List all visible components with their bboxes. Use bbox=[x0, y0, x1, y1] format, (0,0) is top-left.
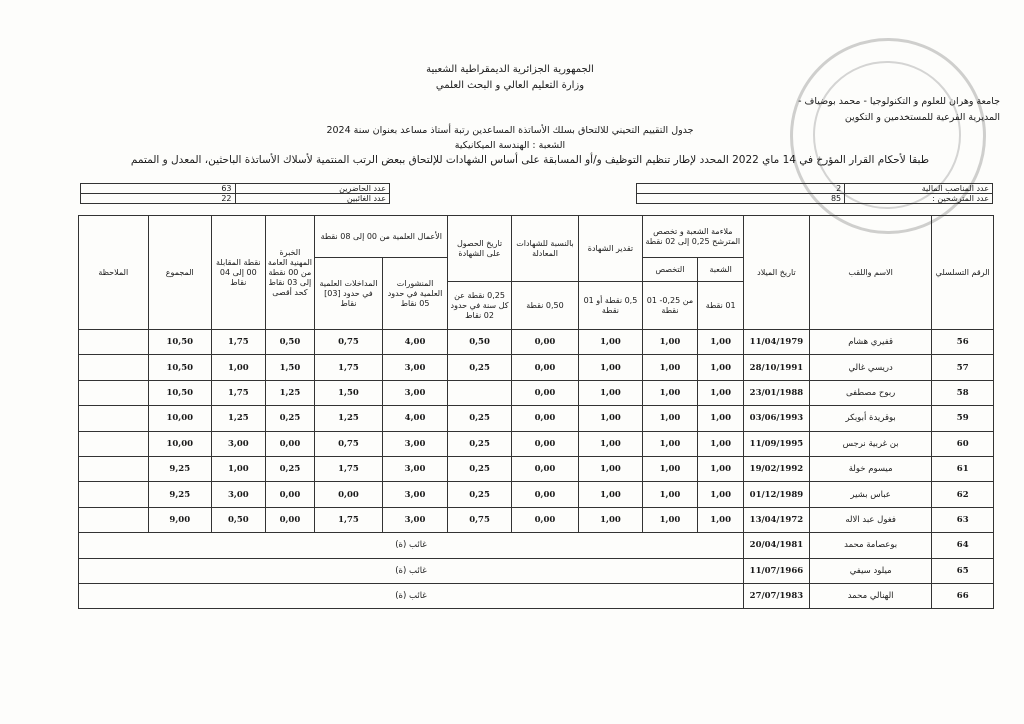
col-fit-spec: التخصص bbox=[642, 258, 698, 282]
equiv-score-cell: 0,00 bbox=[511, 507, 578, 532]
spec-score-cell: 1,00 bbox=[642, 330, 698, 355]
publications-score-cell: 3,00 bbox=[382, 482, 448, 507]
serial-cell: 64 bbox=[932, 533, 994, 558]
name-cell: بوقريدة أبوبكر bbox=[809, 406, 932, 431]
evaluation-table bbox=[78, 215, 994, 609]
spec-score-cell: 1,00 bbox=[642, 380, 698, 405]
birth-cell: 11/04/1979 bbox=[743, 330, 809, 355]
absent-status-cell: غائب (ة) bbox=[79, 533, 744, 558]
branch-score-cell: 1,00 bbox=[698, 355, 744, 380]
birth-cell: 03/06/1993 bbox=[743, 406, 809, 431]
experience-score-cell: 0,00 bbox=[265, 482, 315, 507]
absent-row bbox=[79, 583, 994, 608]
name-cell: الهنالي محمد bbox=[809, 583, 932, 608]
serial-cell: 60 bbox=[932, 431, 994, 456]
name-cell: ميسوم خولة bbox=[809, 456, 932, 481]
notes-cell bbox=[79, 456, 149, 481]
absent-count-row bbox=[81, 194, 390, 204]
branch-score-cell: 1,00 bbox=[698, 431, 744, 456]
serial-cell: 56 bbox=[932, 330, 994, 355]
communications-score-cell: 1,75 bbox=[315, 456, 383, 481]
date-score-cell: 0,25 bbox=[448, 406, 511, 431]
col-fit-branch: الشعبة bbox=[698, 258, 744, 282]
absent-label: عدد الغائبين bbox=[235, 194, 390, 204]
interview-score-cell: 1,00 bbox=[212, 456, 266, 481]
name-cell: فغول عبد الاله bbox=[809, 507, 932, 532]
col-grade: تقدير الشهادة bbox=[579, 216, 642, 282]
name-cell: قفيري هشام bbox=[809, 330, 932, 355]
col-date-obtained: تاريخ الحصول على الشهادة bbox=[448, 216, 511, 282]
birth-cell: 28/10/1991 bbox=[743, 355, 809, 380]
total-score-cell: 9,25 bbox=[148, 456, 211, 481]
date-score-cell: 0,50 bbox=[448, 330, 511, 355]
col-name: الاسم واللقب bbox=[809, 216, 932, 330]
table-row bbox=[79, 330, 994, 355]
table-row bbox=[79, 456, 994, 481]
name-cell: ميلود سيفي bbox=[809, 558, 932, 583]
positions-value: 2 bbox=[637, 184, 845, 194]
table-row bbox=[79, 482, 994, 507]
absent-row bbox=[79, 558, 994, 583]
attendance-summary bbox=[80, 183, 390, 204]
col-birth: تاريخ الميلاد bbox=[743, 216, 809, 330]
positions-label: عدد المناصب المالية bbox=[845, 184, 993, 194]
total-score-cell: 10,00 bbox=[148, 431, 211, 456]
grade-score-cell: 1,00 bbox=[579, 431, 642, 456]
table-row bbox=[79, 507, 994, 532]
equiv-score-cell: 0,00 bbox=[511, 482, 578, 507]
spec-score-cell: 1,00 bbox=[642, 482, 698, 507]
interview-score-cell: 1,75 bbox=[212, 330, 266, 355]
notes-cell bbox=[79, 431, 149, 456]
name-cell: عباس بشير bbox=[809, 482, 932, 507]
date-score-cell: 0,25 bbox=[448, 431, 511, 456]
interview-score-cell: 1,00 bbox=[212, 355, 266, 380]
direction-name: المديرية الفرعية للمستخدمين و التكوين bbox=[844, 112, 1000, 123]
interview-score-cell: 0,50 bbox=[212, 507, 266, 532]
present-value: 63 bbox=[81, 184, 236, 194]
notes-cell bbox=[79, 330, 149, 355]
name-cell: ربوح مصطفى bbox=[809, 380, 932, 405]
branch-score-cell: 1,00 bbox=[698, 330, 744, 355]
birth-cell: 20/04/1981 bbox=[743, 533, 809, 558]
birth-cell: 11/09/1995 bbox=[743, 431, 809, 456]
communications-score-cell: 0,00 bbox=[315, 482, 383, 507]
col-total: المجموع bbox=[148, 216, 211, 330]
col-works-pub: المنشورات العلمية في حدود 05 نقاط bbox=[382, 258, 448, 330]
serial-cell: 59 bbox=[932, 406, 994, 431]
serial-cell: 65 bbox=[932, 558, 994, 583]
interview-score-cell: 1,25 bbox=[212, 406, 266, 431]
serial-cell: 66 bbox=[932, 583, 994, 608]
branch-score-cell: 1,00 bbox=[698, 380, 744, 405]
birth-cell: 01/12/1989 bbox=[743, 482, 809, 507]
interview-score-cell: 3,00 bbox=[212, 431, 266, 456]
interview-score-cell: 3,00 bbox=[212, 482, 266, 507]
communications-score-cell: 1,75 bbox=[315, 355, 383, 380]
equiv-score-cell: 0,00 bbox=[511, 355, 578, 380]
total-score-cell: 9,25 bbox=[148, 482, 211, 507]
col-works-comm: المداخلات العلمية في حدود [03] نقاط bbox=[315, 258, 383, 330]
branch-score-cell: 1,00 bbox=[698, 456, 744, 481]
branch-score-cell: 1,00 bbox=[698, 482, 744, 507]
communications-score-cell: 1,75 bbox=[315, 507, 383, 532]
absent-status-cell: غائب (ة) bbox=[79, 558, 744, 583]
date-score-cell: 0,75 bbox=[448, 507, 511, 532]
notes-cell bbox=[79, 355, 149, 380]
col-grade-sub: 0,5 نقطة أو 01 نقطة bbox=[579, 282, 642, 330]
birth-cell: 23/01/1988 bbox=[743, 380, 809, 405]
serial-cell: 58 bbox=[932, 380, 994, 405]
spec-score-cell: 1,00 bbox=[642, 406, 698, 431]
serial-cell: 57 bbox=[932, 355, 994, 380]
publications-score-cell: 3,00 bbox=[382, 507, 448, 532]
equiv-score-cell: 0,00 bbox=[511, 456, 578, 481]
birth-cell: 19/02/1992 bbox=[743, 456, 809, 481]
col-experience: الخبرة المهنية العامة من 00 نقطة إلى 03 نقاط كحد أقصى bbox=[265, 216, 315, 330]
col-equiv: بالنسبة للشهادات المعادلة bbox=[511, 216, 578, 282]
experience-score-cell: 0,00 bbox=[265, 507, 315, 532]
candidates-label: عدد المترشحين : bbox=[845, 194, 993, 204]
grade-score-cell: 1,00 bbox=[579, 355, 642, 380]
date-score-cell bbox=[448, 380, 511, 405]
spec-score-cell: 1,00 bbox=[642, 507, 698, 532]
equiv-score-cell: 0,00 bbox=[511, 330, 578, 355]
publications-score-cell: 3,00 bbox=[382, 380, 448, 405]
name-cell: دريسي غالي bbox=[809, 355, 932, 380]
spec-score-cell: 1,00 bbox=[642, 456, 698, 481]
publications-score-cell: 3,00 bbox=[382, 431, 448, 456]
col-works-group: الأعمال العلمية من 00 إلى 08 نقطة bbox=[315, 216, 448, 258]
equiv-score-cell: 0,00 bbox=[511, 431, 578, 456]
candidates-value: 85 bbox=[637, 194, 845, 204]
publications-score-cell: 4,00 bbox=[382, 330, 448, 355]
experience-score-cell: 1,25 bbox=[265, 380, 315, 405]
experience-score-cell: 0,00 bbox=[265, 431, 315, 456]
notes-cell bbox=[79, 406, 149, 431]
birth-cell: 11/07/1966 bbox=[743, 558, 809, 583]
col-fit-group: ملاءمة الشعبة و تخصص المترشح 0,25 إلى 02 نقطة bbox=[642, 216, 743, 258]
grade-score-cell: 1,00 bbox=[579, 380, 642, 405]
experience-score-cell: 0,25 bbox=[265, 406, 315, 431]
table-row bbox=[79, 406, 994, 431]
serial-cell: 62 bbox=[932, 482, 994, 507]
name-cell: بوعصامة محمد bbox=[809, 533, 932, 558]
spec-score-cell: 1,00 bbox=[642, 355, 698, 380]
experience-score-cell: 1,50 bbox=[265, 355, 315, 380]
publications-score-cell: 3,00 bbox=[382, 355, 448, 380]
candidates-row bbox=[637, 194, 993, 204]
absent-row bbox=[79, 533, 994, 558]
equiv-score-cell: 0,00 bbox=[511, 380, 578, 405]
birth-cell: 13/04/1972 bbox=[743, 507, 809, 532]
table-row bbox=[79, 380, 994, 405]
col-fit-branch-sub: 01 نقطة bbox=[698, 282, 744, 330]
header-row-1 bbox=[79, 216, 994, 258]
experience-score-cell: 0,50 bbox=[265, 330, 315, 355]
equiv-score-cell: 0,00 bbox=[511, 406, 578, 431]
grade-score-cell: 1,00 bbox=[579, 456, 642, 481]
experience-score-cell: 0,25 bbox=[265, 456, 315, 481]
notes-cell bbox=[79, 380, 149, 405]
serial-cell: 61 bbox=[932, 456, 994, 481]
publications-score-cell: 3,00 bbox=[382, 456, 448, 481]
absent-status-cell: غائب (ة) bbox=[79, 583, 744, 608]
col-serial: الرقم التسلسلي bbox=[932, 216, 994, 330]
grade-score-cell: 1,00 bbox=[579, 406, 642, 431]
present-count-row bbox=[81, 184, 390, 194]
col-interview: نقطة المقابلة 00 إلى 04 نقاط bbox=[212, 216, 266, 330]
spec-score-cell: 1,00 bbox=[642, 431, 698, 456]
branch-score-cell: 1,00 bbox=[698, 507, 744, 532]
notes-cell bbox=[79, 482, 149, 507]
speciality-label: الشعبة : الهندسة الميكانيكية bbox=[454, 140, 566, 151]
date-score-cell: 0,25 bbox=[448, 456, 511, 481]
notes-cell bbox=[79, 507, 149, 532]
col-fit-spec-sub: من 0,25- 01 نقطة bbox=[642, 282, 698, 330]
grade-score-cell: 1,00 bbox=[579, 507, 642, 532]
col-date-obtained-sub: 0,25 نقطة عن كل سنة في حدود 02 نقاط bbox=[448, 282, 511, 330]
table-body bbox=[79, 330, 994, 609]
date-score-cell: 0,25 bbox=[448, 355, 511, 380]
university-name: جامعة وهران للعلوم و التكنولوجيا - محمد بوضياف - bbox=[798, 96, 1000, 107]
communications-score-cell: 0,75 bbox=[315, 330, 383, 355]
grade-score-cell: 1,00 bbox=[579, 482, 642, 507]
absent-value: 22 bbox=[81, 194, 236, 204]
col-notes: الملاحظة bbox=[79, 216, 149, 330]
col-equiv-sub: 0,50 نقطة bbox=[511, 282, 578, 330]
publications-score-cell: 4,00 bbox=[382, 406, 448, 431]
total-score-cell: 9,00 bbox=[148, 507, 211, 532]
total-score-cell: 10,50 bbox=[148, 380, 211, 405]
total-score-cell: 10,50 bbox=[148, 330, 211, 355]
interview-score-cell: 1,75 bbox=[212, 380, 266, 405]
serial-cell: 63 bbox=[932, 507, 994, 532]
official-stamp bbox=[790, 38, 986, 234]
date-score-cell: 0,25 bbox=[448, 482, 511, 507]
ministry-title: وزارة التعليم العالي و البحث العلمي bbox=[435, 80, 585, 91]
positions-row bbox=[637, 184, 993, 194]
decree-text: طبقا لأحكام القرار المؤرخ في 14 ماي 2022 المحدد لإطار تنظيم التوظيف و/أو المسابقة على أساس الشهادات للإلتحاق ببعض الرتب المنتمية لأسلاك الأساتذة الباحثين، المعدل و المتمم bbox=[130, 154, 930, 166]
communications-score-cell: 1,50 bbox=[315, 380, 383, 405]
name-cell: بن غربية نرجس bbox=[809, 431, 932, 456]
positions-summary bbox=[636, 183, 993, 204]
grade-score-cell: 1,00 bbox=[579, 330, 642, 355]
communications-score-cell: 0,75 bbox=[315, 431, 383, 456]
table-row bbox=[79, 431, 994, 456]
table-row bbox=[79, 355, 994, 380]
branch-score-cell: 1,00 bbox=[698, 406, 744, 431]
communications-score-cell: 1,25 bbox=[315, 406, 383, 431]
total-score-cell: 10,00 bbox=[148, 406, 211, 431]
republic-title: الجمهورية الجزائرية الديمقراطية الشعبية bbox=[426, 64, 594, 75]
birth-cell: 27/07/1983 bbox=[743, 583, 809, 608]
total-score-cell: 10,50 bbox=[148, 355, 211, 380]
present-label: عدد الحاضرين bbox=[235, 184, 390, 194]
table-title: جدول التقييم التحيني للالتحاق بسلك الأساتذة المساعدين رتبة أستاذ مساعد بعنوان سنة 2024 bbox=[326, 125, 694, 136]
